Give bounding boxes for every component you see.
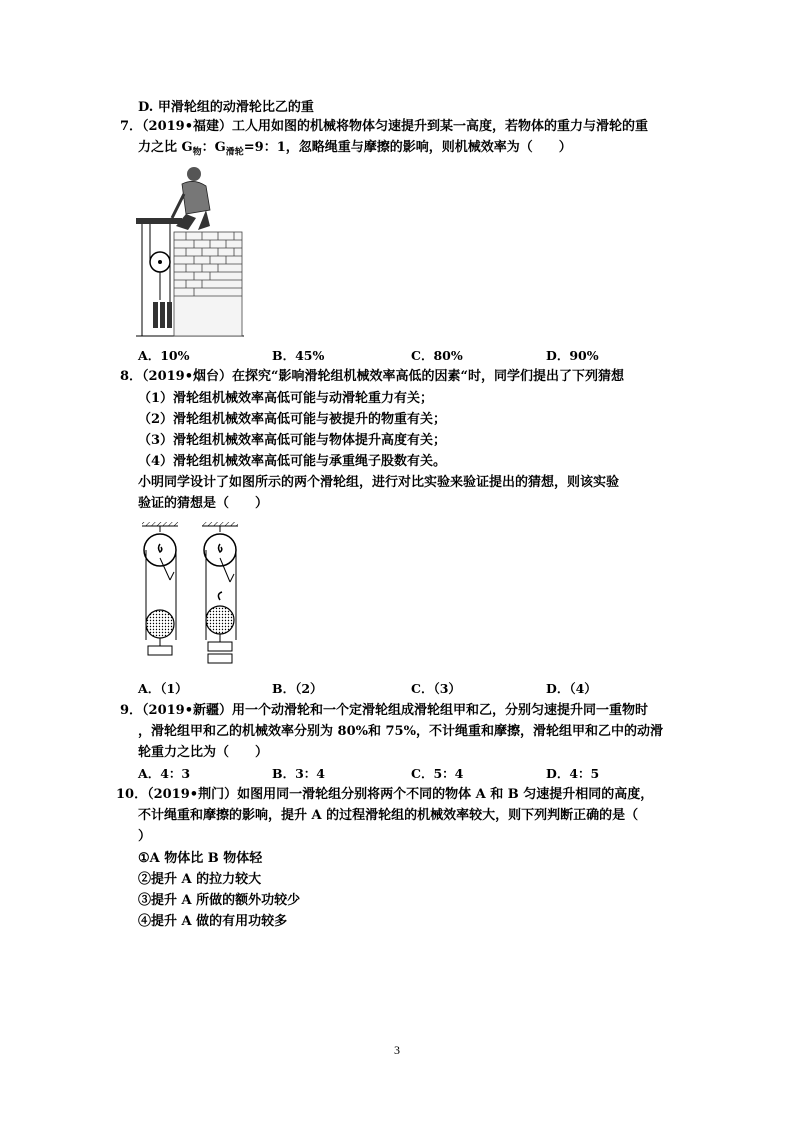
q8-option-c: C．（3）	[411, 681, 461, 696]
q9-option-a: A．4：3	[138, 766, 191, 781]
q7-option-d: D．90%	[546, 348, 599, 363]
q7-stem-line1: 7．（2019•福建）工人用如图的机械将物体匀速提升到某一高度，若物体的重力与滑轮的重	[120, 119, 649, 134]
q8-guess-2: （2）滑轮组机械效率高低可能与被提升的物重有关；	[138, 412, 447, 427]
q10-stem-line3: ）	[138, 829, 152, 844]
q7-stem-line2	[138, 139, 572, 162]
q7-ratio-mid: ：G	[201, 140, 226, 155]
q7-sub-pulley: 滑轮	[225, 147, 244, 158]
q10-item-4: ④提升 A 做的有用功较多	[138, 914, 288, 929]
q9-option-c: C．5：4	[411, 766, 464, 781]
q7-sub-object: 物	[192, 147, 202, 158]
q8-guess-4: （4）滑轮组机械效率高低可能与承重绳子股数有关。	[138, 454, 447, 469]
q8-stem-xiaoming: 小明同学设计了如图所示的两个滑轮组，进行对比实验来验证提出的猜想，则该实验	[138, 475, 620, 490]
q8-option-d: D．（4）	[546, 681, 597, 696]
q8-stem-verify: 验证的猜想是（ ）	[138, 496, 269, 511]
q7-option-b: B．45%	[272, 348, 325, 363]
q7-ratio-prefix: 力之比 G	[138, 140, 193, 155]
q10-item-2: ②提升 A 的拉力较大	[138, 872, 262, 887]
q7-option-c: C．80%	[411, 348, 463, 363]
q9-option-b: B．3：4	[272, 766, 325, 781]
q10-stem-line1: 10．（2019•荆门）如图用同一滑轮组分别将两个不同的物体 A 和 B 匀速提升相同的高度，	[116, 787, 654, 802]
q9-stem-line2: ，滑轮组甲和乙的机械效率分别为 80%和 75%，不计绳重和摩擦，滑轮组甲和乙中的动滑	[138, 724, 663, 739]
page-number: 3	[394, 1043, 400, 1057]
q10-item-3: ③提升 A 所做的额外功较少	[138, 893, 301, 908]
q8-figure-two-pulley-systems	[140, 520, 250, 670]
q7-ratio-suffix: =9：1，忽略绳重与摩擦的影响，则机械效率为（ ）	[243, 140, 572, 155]
q7-figure-worker-pulley	[136, 160, 246, 338]
q8-option-b: B．（2）	[272, 681, 323, 696]
q8-option-a: A．（1）	[138, 681, 188, 696]
q6-option-d: D. 甲滑轮组的动滑轮比乙的重	[138, 100, 314, 115]
q8-guess-1: （1）滑轮组机械效率高低可能与动滑轮重力有关；	[138, 391, 434, 406]
q10-item-1: ①A 物体比 B 物体轻	[138, 851, 263, 866]
q9-stem-line1: 9．（2019•新疆）用一个动滑轮和一个定滑轮组成滑轮组甲和乙，分别匀速提升同一重物时	[120, 703, 649, 718]
q10-stem-line2: 不计绳重和摩擦的影响，提升 A 的过程滑轮组的机械效率较大，则下列判断正确的是（	[138, 808, 639, 823]
q8-guess-3: （3）滑轮组机械效率高低可能与物体提升高度有关；	[138, 433, 447, 448]
q9-stem-line3: 轮重力之比为（ ）	[138, 745, 269, 760]
q8-stem-line1: 8．（2019•烟台）在探究“影响滑轮组机械效率高低的因素“时，同学们提出了下列猜想	[120, 369, 624, 384]
q7-option-a: A．10%	[138, 348, 190, 363]
q9-option-d: D．4：5	[546, 766, 600, 781]
